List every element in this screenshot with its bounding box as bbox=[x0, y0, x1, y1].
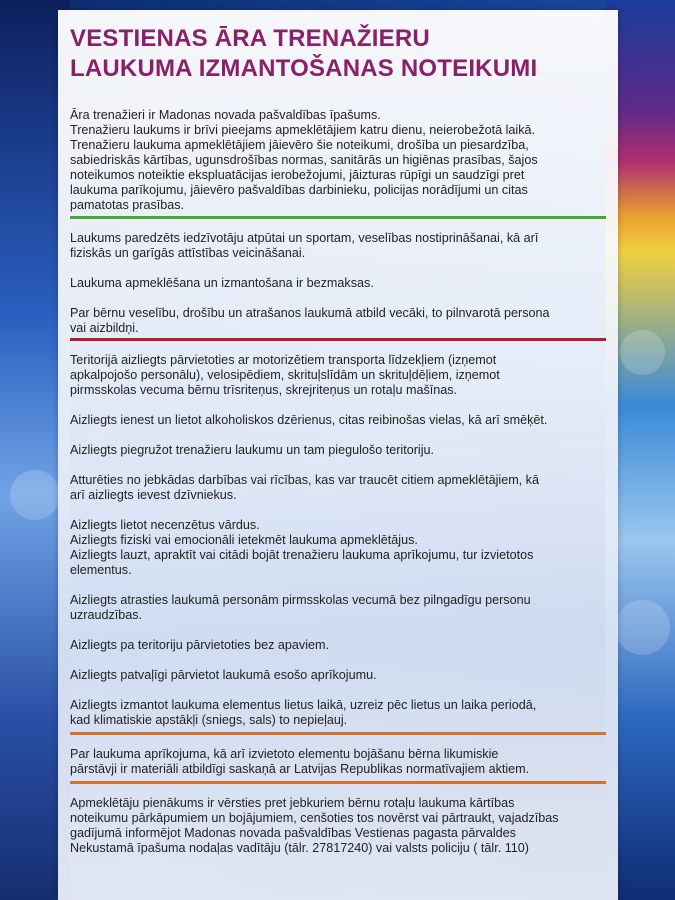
text-line: Aizliegts patvaļīgi pārvietot laukumā esošo aprīkojumu. bbox=[70, 668, 377, 682]
rule-weather bbox=[70, 698, 606, 728]
sign-title-line: LAUKUMA IZMANTOŠANAS NOTEIKUMI bbox=[70, 55, 538, 82]
parents-paragraph bbox=[70, 306, 606, 336]
text-line: Aizliegts fiziski vai emocionāli ietekmēt laukuma apmeklētājus. bbox=[70, 533, 418, 547]
text-line: gadījumā informējot Madonas novada pašvaldības Vestienas pagasta pārvaldes bbox=[70, 826, 516, 840]
text-line: Par laukuma aprīkojuma, kā arī izvietoto elementu bojāšanu bērna likumiskie bbox=[70, 747, 499, 761]
text-line: Aizliegts ienest un lietot alkoholiskos dzērienus, citas reibinošas vielas, kā arī smēķēt. bbox=[70, 413, 548, 427]
text-line: noteikumu pārkāpumiem un bojājumiem, cenšoties tos novērst vai pārtraukt, vajadzības bbox=[70, 811, 559, 825]
rule-litter bbox=[70, 443, 606, 458]
text-line: Nekustamā īpašuma nodaļas vadītāju (tālr. 27817240) vai valsts policiju ( tālr. 110) bbox=[70, 841, 529, 855]
rule-move bbox=[70, 668, 606, 683]
text-line: arī aizliegts ievest dzīvniekus. bbox=[70, 488, 237, 502]
text-line: Teritorijā aizliegts pārvietoties ar motorizētiem transporta līdzekļiem (izņemot bbox=[70, 353, 497, 367]
text-line: Trenažieru laukums ir brīvi pieejams apmeklētājiem katru dienu, neierobežotā laikā. bbox=[70, 123, 536, 137]
text-line: Aizliegts piegružot trenažieru laukumu un tam piegulošo teritoriju. bbox=[70, 443, 435, 457]
liability-paragraph bbox=[70, 747, 606, 777]
intro-paragraph bbox=[70, 108, 606, 213]
rule-behaviour bbox=[70, 518, 606, 578]
text-line: kad klimatiskie apstākļi (sniegs, sals) to nepieļauj. bbox=[70, 713, 348, 727]
text-line: Laukums paredzēts iedzīvotāju atpūtai un sportam, veselības nostiprināšanai, kā arī bbox=[70, 231, 539, 245]
bokeh-light bbox=[620, 330, 665, 375]
sign-title bbox=[70, 24, 606, 84]
text-line: apkalpojošo personālu), velosipēdiem, skrituļslīdām un skrituļdēļiem, izņemot bbox=[70, 368, 500, 382]
text-line: Aizliegts izmantot laukuma elementus lietus laikā, uzreiz pēc lietus un laika periodā, bbox=[70, 698, 537, 712]
text-line: Āra trenažieri ir Madonas novada pašvaldības īpašums. bbox=[70, 108, 381, 122]
bokeh-light bbox=[615, 600, 670, 655]
rule-preschool bbox=[70, 593, 606, 623]
text-line: Aizliegts lauzt, apraktīt vai citādi bojāt trenažieru laukuma aprīkojumu, tur izvietotos bbox=[70, 548, 534, 562]
text-line: Aizliegts atrasties laukumā personām pirmsskolas vecumā bez pilngadīgu personu bbox=[70, 593, 531, 607]
divider-orange bbox=[70, 732, 606, 735]
divider-green bbox=[70, 216, 606, 219]
text-line: uzraudzības. bbox=[70, 608, 143, 622]
rules-sign bbox=[58, 10, 618, 900]
text-line: Apmeklētāju pienākums ir vērsties pret jebkuriem bērnu rotaļu laukuma kārtības bbox=[70, 796, 515, 810]
text-line: pārstāvji ir materiāli atbildīgi saskaņā ar Latvijas Republikas normatīvajiem aktiem. bbox=[70, 762, 530, 776]
text-line: elementus. bbox=[70, 563, 132, 577]
text-line: Par bērnu veselību, drošību un atrašanos laukumā atbild vecāki, to pilnvarotā persona bbox=[70, 306, 550, 320]
rule-alcohol bbox=[70, 413, 606, 428]
rule-shoes bbox=[70, 638, 606, 653]
divider-orange bbox=[70, 781, 606, 784]
text-line: pamatotas prasības. bbox=[70, 198, 185, 212]
text-line: Aizliegts pa teritoriju pārvietoties bez apaviem. bbox=[70, 638, 329, 652]
bokeh-light bbox=[10, 470, 60, 520]
duty-paragraph bbox=[70, 796, 606, 856]
rule-transport bbox=[70, 353, 606, 398]
rule-disturb bbox=[70, 473, 606, 503]
free-use-paragraph bbox=[70, 276, 606, 291]
text-line: sabiedriskās kārtības, ugunsdrošības normas, sanitārās un higiēnas prasības, šajos bbox=[70, 153, 538, 167]
text-line: Laukuma apmeklēšana un izmantošana ir bezmaksas. bbox=[70, 276, 374, 290]
text-line: laukuma parīkojumu, jāievēro pašvaldības darbinieku, policijas norādījumi un citas bbox=[70, 183, 528, 197]
text-line: noteikumos noteiktie ekspluatācijas ierobežojumi, jāizturas rūpīgi un saudzīgi pret bbox=[70, 168, 525, 182]
text-line: Atturēties no jebkādas darbības vai rīcības, kas var traucēt citiem apmeklētājiem, kā bbox=[70, 473, 539, 487]
text-line: pirmsskolas vecuma bērnu trīsriteņus, skrejriteņus un rotaļu mašīnas. bbox=[70, 383, 458, 397]
sign-title-line: VESTIENAS ĀRA TRENAŽIERU bbox=[70, 25, 430, 52]
text-line: Aizliegts lietot necenzētus vārdus. bbox=[70, 518, 260, 532]
text-line: fiziskās un garīgās attīstības veicināšanai. bbox=[70, 246, 306, 260]
text-line: Trenažieru laukuma apmeklētājiem jāievēro šie noteikumi, drošība un piesardzība, bbox=[70, 138, 529, 152]
purpose-paragraph bbox=[70, 231, 606, 261]
text-line: vai aizbildņi. bbox=[70, 321, 139, 335]
divider-red bbox=[70, 338, 606, 341]
